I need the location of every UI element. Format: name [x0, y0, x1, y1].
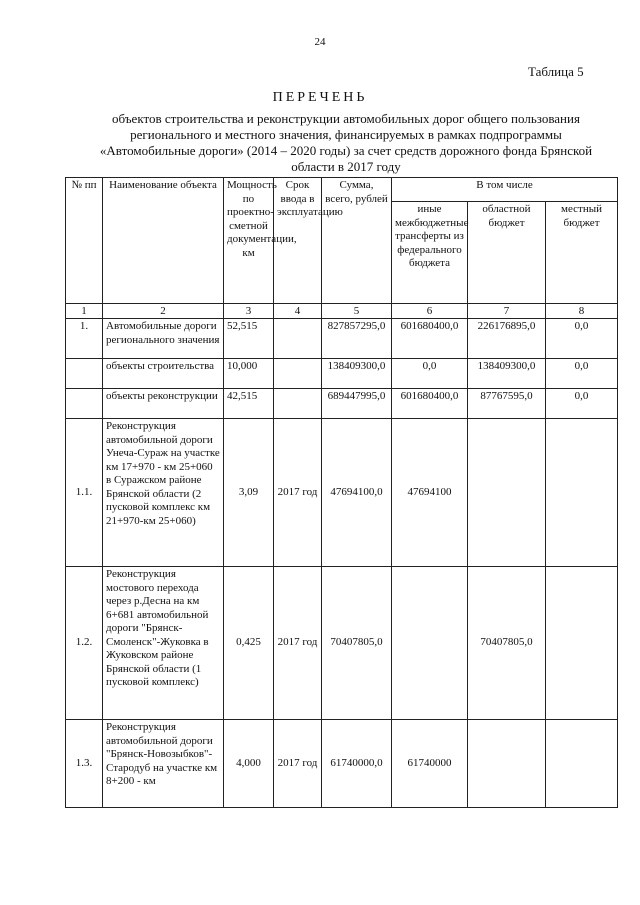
table-row	[66, 359, 618, 389]
document-title: ПЕРЕЧЕНЬ	[272, 90, 368, 105]
cell-federal	[392, 567, 468, 720]
cell-local	[546, 419, 618, 567]
cell-federal: 601680400,0	[392, 319, 468, 359]
header-local: местный бюджет	[546, 202, 618, 304]
document-subtitle: объектов строительства и реконструкции автомобильных дорог общего пользования регионального и местного значения, финансируемых в рамках подпрограммы «Автомобильные дороги» (2014 – 2020 годы) за счет средств дорожного фонда Брянской области в 2017 году	[99, 111, 593, 174]
cell-term: 2017 год	[274, 567, 322, 720]
cell-num: 1.1.	[66, 419, 103, 567]
table-row	[66, 720, 618, 808]
cell-federal: 47694100	[392, 419, 468, 567]
cell-sum: 138409300,0	[322, 359, 392, 389]
cell-local: 0,0	[546, 389, 618, 419]
col-index: 5	[322, 304, 392, 319]
cell-name: Реконструкция мостового перехода через р.Десна на км 6+681 автомобильной дороги "Брянск-Смоленск"-Жуковка в Жуковском районе Брянской области (1 пусковой комплекс)	[103, 567, 224, 720]
cell-sum: 61740000,0	[322, 720, 392, 808]
cell-num	[66, 359, 103, 389]
table-row	[66, 567, 618, 720]
cell-federal: 0,0	[392, 359, 468, 389]
header-regional: областной бюджет	[468, 202, 546, 304]
header-federal: иные межбюджетные трансферты из федерального бюджета	[392, 202, 468, 304]
cell-name: объекты строительства	[103, 359, 224, 389]
col-index: 8	[546, 304, 618, 319]
cell-regional: 226176895,0	[468, 319, 546, 359]
cell-sum: 689447995,0	[322, 389, 392, 419]
cell-regional: 87767595,0	[468, 389, 546, 419]
cell-regional	[468, 720, 546, 808]
cell-term	[274, 389, 322, 419]
cell-name: объекты реконструкции	[103, 389, 224, 419]
page-number: 24	[314, 36, 326, 48]
cell-num: 1.2.	[66, 567, 103, 720]
cell-term: 2017 год	[274, 720, 322, 808]
cell-sum: 47694100,0	[322, 419, 392, 567]
table-label: Таблица 5	[528, 64, 584, 79]
table-row	[66, 319, 618, 359]
cell-name: Реконструкция автомобильной дороги Унеча-Сураж на участке км 17+970 - км 25+060 в Суражском районе Брянской области (2 пусковой комплекс км 21+970-км 25+060)	[103, 419, 224, 567]
cell-num: 1.	[66, 319, 103, 359]
cell-term	[274, 359, 322, 389]
cell-term	[274, 319, 322, 359]
header-including: В том числе	[392, 178, 618, 202]
cell-capacity: 4,000	[224, 720, 274, 808]
cell-regional: 138409300,0	[468, 359, 546, 389]
cell-regional: 70407805,0	[468, 567, 546, 720]
cell-name: Реконструкция автомобильной дороги "Брянск-Новозыбков"-Стародуб на участке км 8+200 - км	[103, 720, 224, 808]
header-num: № пп	[66, 178, 103, 304]
cell-capacity: 52,515	[224, 319, 274, 359]
cell-capacity: 10,000	[224, 359, 274, 389]
table-row	[66, 389, 618, 419]
col-index: 1	[66, 304, 103, 319]
cell-federal: 601680400,0	[392, 389, 468, 419]
col-index: 6	[392, 304, 468, 319]
header-capacity: Мощность по проектно-сметной документации, км	[224, 178, 274, 304]
column-index-row	[66, 304, 618, 319]
col-index: 3	[224, 304, 274, 319]
header-sum: Сумма, всего, рублей	[322, 178, 392, 304]
cell-capacity: 0,425	[224, 567, 274, 720]
col-index: 4	[274, 304, 322, 319]
cell-capacity: 3,09	[224, 419, 274, 567]
table-row	[66, 419, 618, 567]
cell-local: 0,0	[546, 359, 618, 389]
col-index: 7	[468, 304, 546, 319]
cell-num	[66, 389, 103, 419]
cell-regional	[468, 419, 546, 567]
cell-num: 1.3.	[66, 720, 103, 808]
cell-term: 2017 год	[274, 419, 322, 567]
cell-name: Автомобильные дороги регионального значения	[103, 319, 224, 359]
header-row	[66, 178, 618, 202]
cell-federal: 61740000	[392, 720, 468, 808]
cell-sum: 827857295,0	[322, 319, 392, 359]
col-index: 2	[103, 304, 224, 319]
header-name: Наименование объекта	[103, 178, 224, 304]
cell-local: 0,0	[546, 319, 618, 359]
cell-capacity: 42,515	[224, 389, 274, 419]
header-term: Срок ввода в эксплуатацию	[274, 178, 322, 304]
cell-sum: 70407805,0	[322, 567, 392, 720]
cell-local	[546, 720, 618, 808]
objects-table	[65, 177, 618, 808]
cell-local	[546, 567, 618, 720]
